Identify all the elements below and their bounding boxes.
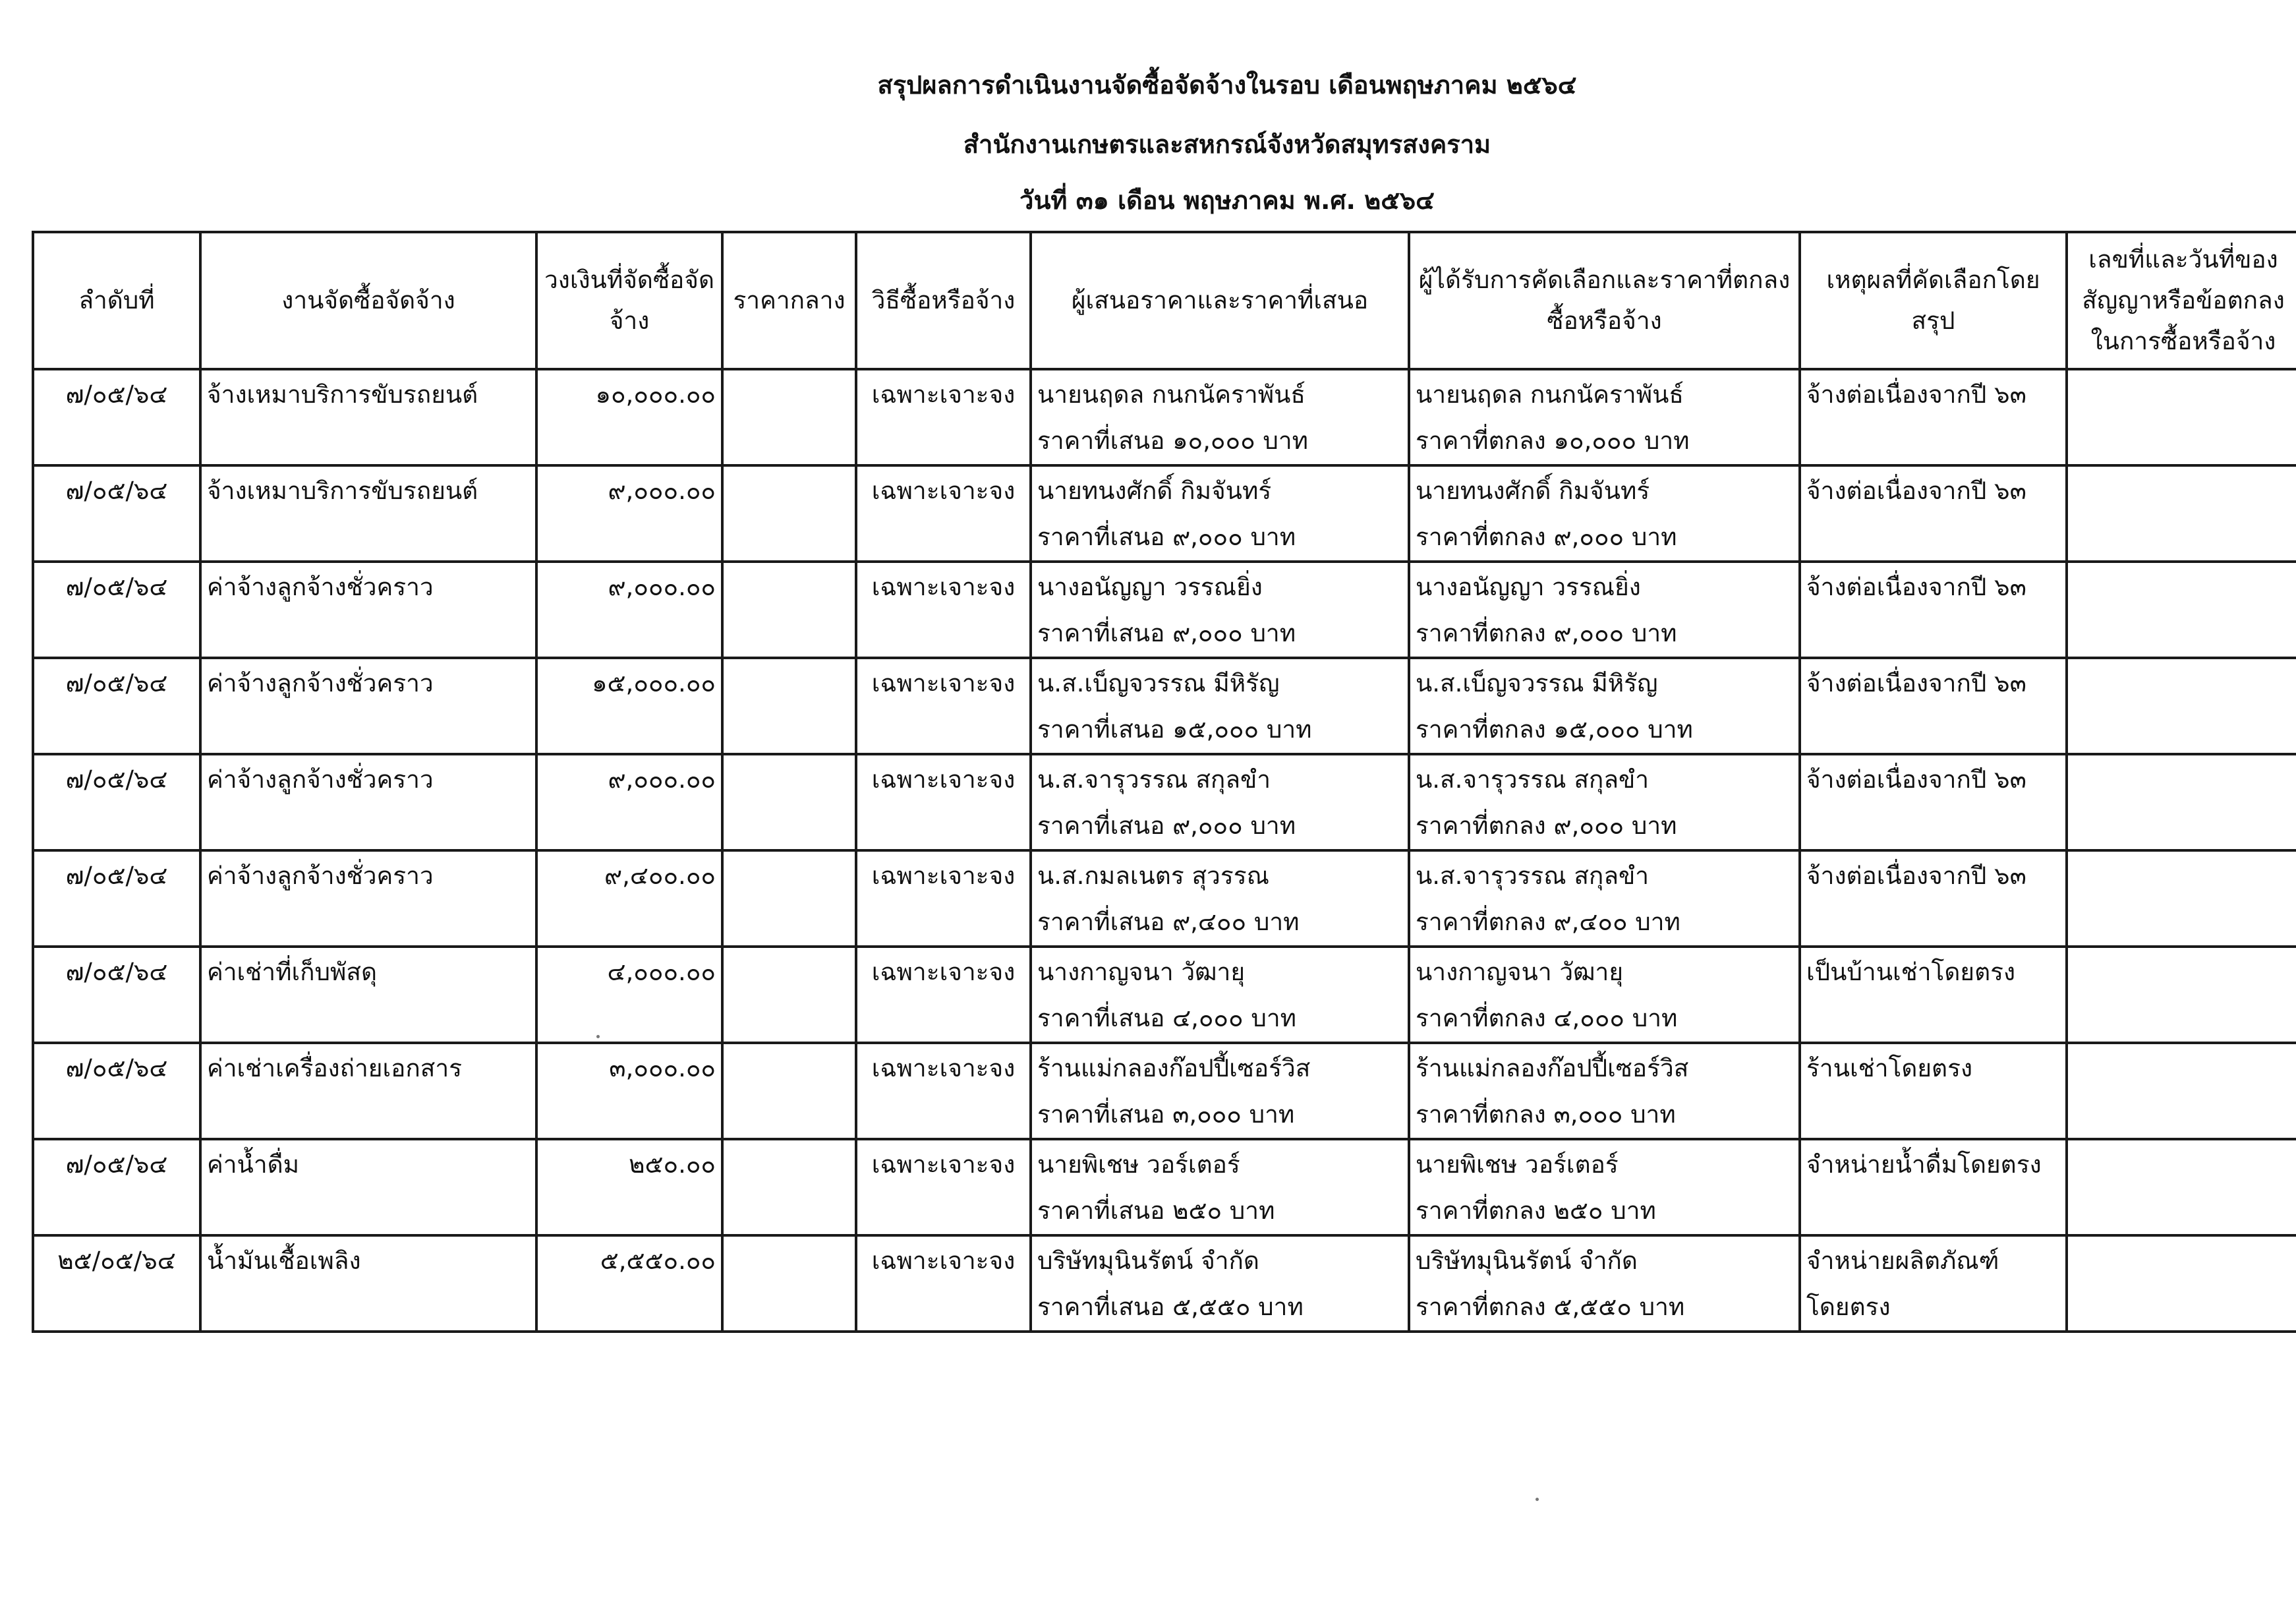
cell-no-text: ๗/๐๕/๖๔: [65, 1054, 168, 1082]
cell-method-text: เฉพาะเจาะจง: [871, 765, 1016, 794]
cell-item-text: ค่าจ้างลูกจ้างชั่วคราว: [207, 669, 434, 697]
table-row: [33, 562, 2296, 658]
cell-method: [856, 850, 1031, 947]
document-title: สรุปผลการดำเนินงานจัดซื้อจัดจ้างในรอบ เดือนพฤษภาคม ๒๕๖๔: [877, 71, 1577, 100]
cell-bidder-text: น.ส.เบ็ญจวรรณ มีหิรัญ: [1037, 669, 1280, 697]
cell-reason-text: จ้างต่อเนื่องจากปี ๖๓: [1806, 573, 2026, 601]
cell-contract: [2067, 562, 2296, 658]
cell-budget-text: ๔,๐๐๐.๐๐: [607, 958, 716, 986]
cell-budget: [536, 754, 722, 850]
cell-method-text: เฉพาะเจาะจง: [871, 477, 1016, 505]
cell-reason: [1800, 1139, 2067, 1235]
cell-item-text: ค่าจ้างลูกจ้างชั่วคราว: [207, 573, 434, 601]
cell-reason-text: จ้างต่อเนื่องจากปี ๖๓: [1806, 669, 2026, 697]
agency-name: สำนักงานเกษตรและสหกรณ์จังหวัดสมุทรสงคราม: [963, 130, 1491, 159]
cell-contract: [2067, 1139, 2296, 1235]
cell-no-text: ๗/๐๕/๖๔: [65, 958, 168, 986]
cell-item-text: ค่าจ้างลูกจ้างชั่วคราว: [207, 862, 434, 890]
cell-method: [856, 947, 1031, 1043]
cell-reason-text: จ้างต่อเนื่องจากปี ๖๓: [1806, 765, 2026, 794]
cell-budget-text: ๙,๐๐๐.๐๐: [608, 477, 716, 505]
cell-median-price: [722, 947, 856, 1043]
cell-median-price: [722, 562, 856, 658]
cell-no: [33, 850, 200, 947]
cell-reason: [1800, 947, 2067, 1043]
cell-winner-text: ราคาที่ตกลง ๙,๐๐๐ บาท: [1416, 811, 1677, 840]
cell-bidder: [1031, 1235, 1409, 1332]
cell-item-text: ค่าเช่าที่เก็บพัสดุ: [207, 958, 377, 986]
cell-method: [856, 465, 1031, 562]
cell-winner-text: ราคาที่ตกลง ๒๕๐ บาท: [1416, 1196, 1656, 1225]
cell-no: [33, 1139, 200, 1235]
table-row: [33, 754, 2296, 850]
document-date: วันที่ ๓๑ เดือน พฤษภาคม พ.ศ. ๒๕๖๔: [1019, 186, 1435, 215]
header-bidders: ผู้เสนอราคาและราคาที่เสนอ: [1031, 232, 1409, 369]
cell-item: [200, 947, 536, 1043]
cell-winner: [1409, 658, 1800, 754]
cell-reason-text: จ้างต่อเนื่องจากปี ๖๓: [1806, 477, 2026, 505]
cell-winner-text: ราคาที่ตกลง ๙,๐๐๐ บาท: [1416, 523, 1677, 551]
cell-winner: [1409, 1139, 1800, 1235]
cell-contract: [2067, 754, 2296, 850]
cell-budget-text: ๕,๕๕๐.๐๐: [600, 1247, 716, 1275]
cell-budget-text: ๙,๐๐๐.๐๐: [608, 765, 716, 794]
cell-median-price: [722, 465, 856, 562]
cell-budget: [536, 369, 722, 465]
cell-item: [200, 754, 536, 850]
cell-median-price: [722, 754, 856, 850]
cell-method: [856, 658, 1031, 754]
cell-budget-text: ๑๕,๐๐๐.๐๐: [592, 669, 716, 697]
cell-item-text: ค่าเช่าเครื่องถ่ายเอกสาร: [207, 1054, 462, 1082]
cell-no-text: ๗/๐๕/๖๔: [65, 1150, 168, 1179]
cell-no: [33, 1043, 200, 1139]
cell-budget: [536, 947, 722, 1043]
cell-reason: [1800, 658, 2067, 754]
cell-bidder-text: นางกาญจนา วัฒายุ: [1037, 958, 1246, 986]
cell-bidder-text: ร้านแม่กลองก๊อปปี้เซอร์วิส: [1037, 1054, 1311, 1082]
cell-no: [33, 947, 200, 1043]
cell-reason: [1800, 369, 2067, 465]
cell-contract: [2067, 947, 2296, 1043]
cell-budget-text: ๑๐,๐๐๐.๐๐: [595, 380, 716, 409]
cell-item: [200, 850, 536, 947]
cell-winner-text: ราคาที่ตกลง ๔,๐๐๐ บาท: [1416, 1004, 1678, 1032]
cell-bidder-text: นางอนัญญา วรรณยิ่ง: [1037, 573, 1263, 601]
cell-method-text: เฉพาะเจาะจง: [871, 1150, 1016, 1179]
cell-method-text: เฉพาะเจาะจง: [871, 380, 1016, 409]
cell-item: [200, 562, 536, 658]
cell-reason-text: จ้างต่อเนื่องจากปี ๖๓: [1806, 380, 2026, 409]
cell-bidder-text: ราคาที่เสนอ ๑๐,๐๐๐ บาท: [1037, 427, 1309, 455]
cell-reason-text: ร้านเช่าโดยตรง: [1806, 1054, 1973, 1082]
cell-bidder: [1031, 658, 1409, 754]
cell-reason: [1800, 1235, 2067, 1332]
cell-bidder-text: ราคาที่เสนอ ๙,๐๐๐ บาท: [1037, 619, 1296, 647]
header-no: ลำดับที่: [33, 232, 200, 369]
cell-no-text: ๗/๐๕/๖๔: [65, 669, 168, 697]
cell-item: [200, 1139, 536, 1235]
cell-item-text: น้ำมันเชื้อเพลิง: [207, 1247, 361, 1275]
cell-bidder-text: ราคาที่เสนอ ๙,๔๐๐ บาท: [1037, 908, 1300, 936]
cell-median-price: [722, 1235, 856, 1332]
cell-winner-text: ราคาที่ตกลง ๙,๐๐๐ บาท: [1416, 619, 1677, 647]
cell-method: [856, 1043, 1031, 1139]
cell-method: [856, 1139, 1031, 1235]
cell-contract: [2067, 1235, 2296, 1332]
cell-item-text: ค่าน้ำดื่ม: [207, 1150, 300, 1179]
cell-winner-text: นางอนัญญา วรรณยิ่ง: [1416, 573, 1641, 601]
cell-bidder-text: ราคาที่เสนอ ๔,๐๐๐ บาท: [1037, 1004, 1296, 1032]
header-method: วิธีซื้อหรือจ้าง: [856, 232, 1031, 369]
cell-reason: [1800, 465, 2067, 562]
cell-item-text: จ้างเหมาบริการขับรถยนต์: [207, 477, 478, 505]
cell-reason-text: จ้างต่อเนื่องจากปี ๖๓: [1806, 862, 2026, 890]
cell-bidder: [1031, 465, 1409, 562]
cell-winner: [1409, 754, 1800, 850]
cell-winner: [1409, 369, 1800, 465]
cell-budget: [536, 658, 722, 754]
table-row: [33, 1235, 2296, 1332]
cell-winner-text: ร้านแม่กลองก๊อปปี้เซอร์วิส: [1416, 1054, 1689, 1082]
cell-winner-text: นางกาญจนา วัฒายุ: [1416, 958, 1624, 986]
cell-no: [33, 754, 200, 850]
cell-median-price: [722, 658, 856, 754]
cell-contract: [2067, 465, 2296, 562]
cell-winner-text: ราคาที่ตกลง ๙,๔๐๐ บาท: [1416, 908, 1680, 936]
cell-bidder-text: ราคาที่เสนอ ๕,๕๕๐ บาท: [1037, 1293, 1304, 1321]
cell-winner: [1409, 1235, 1800, 1332]
cell-winner: [1409, 1043, 1800, 1139]
cell-no: [33, 1235, 200, 1332]
table-row: [33, 1139, 2296, 1235]
cell-winner-text: ราคาที่ตกลง ๓,๐๐๐ บาท: [1416, 1100, 1676, 1129]
cell-reason-text: จำหน่ายผลิตภัณฑ์: [1806, 1247, 1999, 1275]
cell-budget: [536, 850, 722, 947]
cell-median-price: [722, 369, 856, 465]
cell-item-text: ค่าจ้างลูกจ้างชั่วคราว: [207, 765, 434, 794]
table-row: [33, 1043, 2296, 1139]
cell-bidder: [1031, 562, 1409, 658]
cell-no: [33, 369, 200, 465]
table-row: [33, 465, 2296, 562]
cell-winner-text: น.ส.เบ็ญจวรรณ มีหิรัญ: [1416, 669, 1658, 697]
table-row: [33, 658, 2296, 754]
cell-bidder-text: น.ส.จารุวรรณ สกุลขำ: [1037, 765, 1271, 794]
cell-budget: [536, 562, 722, 658]
cell-method: [856, 562, 1031, 658]
table-row: [33, 369, 2296, 465]
cell-method-text: เฉพาะเจาะจง: [871, 669, 1016, 697]
cell-median-price: [722, 1043, 856, 1139]
cell-bidder-text: ราคาที่เสนอ ๒๕๐ บาท: [1037, 1196, 1275, 1225]
cell-bidder-text: ราคาที่เสนอ ๑๕,๐๐๐ บาท: [1037, 715, 1312, 744]
cell-winner-text: บริษัทมุนินรัตน์ จำกัด: [1416, 1247, 1638, 1275]
cell-no-text: ๗/๐๕/๖๔: [65, 380, 168, 409]
table-row: [33, 850, 2296, 947]
cell-budget: [536, 1043, 722, 1139]
cell-median-price: [722, 850, 856, 947]
cell-method-text: เฉพาะเจาะจง: [871, 1054, 1016, 1082]
cell-item: [200, 1235, 536, 1332]
cell-method: [856, 1235, 1031, 1332]
cell-contract: [2067, 850, 2296, 947]
cell-method-text: เฉพาะเจาะจง: [871, 958, 1016, 986]
cell-bidder-text: ราคาที่เสนอ ๙,๐๐๐ บาท: [1037, 523, 1296, 551]
cell-budget-text: ๙,๐๐๐.๐๐: [608, 573, 716, 601]
cell-budget-text: ๒๕๐.๐๐: [629, 1150, 716, 1179]
cell-bidder-text: นายนฤดล กนกนัคราพันธ์: [1037, 380, 1306, 409]
cell-no-text: ๗/๐๕/๖๔: [65, 862, 168, 890]
cell-reason: [1800, 1043, 2067, 1139]
cell-budget: [536, 1139, 722, 1235]
cell-reason: [1800, 562, 2067, 658]
cell-contract: [2067, 369, 2296, 465]
cell-reason-text: เป็นบ้านเช่าโดยตรง: [1806, 958, 2016, 986]
cell-winner-text: ราคาที่ตกลง ๕,๕๕๐ บาท: [1416, 1293, 1685, 1321]
cell-no-text: ๗/๐๕/๖๔: [65, 765, 168, 794]
cell-no: [33, 562, 200, 658]
cell-no: [33, 465, 200, 562]
cell-no-text: ๒๕/๐๕/๖๔: [57, 1247, 176, 1275]
table-header-row: [33, 232, 2296, 369]
cell-winner-text: นายทนงศักดิ์ กิมจันทร์: [1416, 477, 1650, 505]
header-median-price: ราคากลาง: [722, 232, 856, 369]
cell-item-text: จ้างเหมาบริการขับรถยนต์: [207, 380, 478, 409]
cell-method: [856, 369, 1031, 465]
cell-budget: [536, 465, 722, 562]
cell-bidder: [1031, 850, 1409, 947]
cell-reason: [1800, 754, 2067, 850]
table-row: [33, 947, 2296, 1043]
cell-median-price: [722, 1139, 856, 1235]
cell-winner-text: ราคาที่ตกลง ๑๕,๐๐๐ บาท: [1416, 715, 1693, 744]
header-contract: เลขที่และวันที่ของสัญญาหรือข้อตกลงในการซื้อหรือจ้าง: [2067, 232, 2296, 369]
cell-item: [200, 465, 536, 562]
cell-method-text: เฉพาะเจาะจง: [871, 1247, 1016, 1275]
cell-winner: [1409, 850, 1800, 947]
cell-item: [200, 369, 536, 465]
scan-speck: [596, 1035, 600, 1038]
cell-contract: [2067, 1043, 2296, 1139]
cell-winner-text: นายพิเชษ วอร์เตอร์: [1416, 1150, 1619, 1179]
header-reason: เหตุผลที่คัดเลือกโดยสรุป: [1800, 232, 2067, 369]
header-budget: วงเงินที่จัดซื้อจัดจ้าง: [536, 232, 722, 369]
cell-bidder-text: ราคาที่เสนอ ๙,๐๐๐ บาท: [1037, 811, 1296, 840]
cell-winner-text: ราคาที่ตกลง ๑๐,๐๐๐ บาท: [1416, 427, 1690, 455]
cell-bidder-text: นายทนงศักดิ์ กิมจันทร์: [1037, 477, 1272, 505]
cell-method-text: เฉพาะเจาะจง: [871, 862, 1016, 890]
cell-budget: [536, 1235, 722, 1332]
cell-winner-text: น.ส.จารุวรรณ สกุลขำ: [1416, 862, 1650, 890]
cell-winner-text: น.ส.จารุวรรณ สกุลขำ: [1416, 765, 1650, 794]
cell-bidder-text: บริษัทมุนินรัตน์ จำกัด: [1037, 1247, 1259, 1275]
cell-bidder: [1031, 754, 1409, 850]
cell-winner-text: นายนฤดล กนกนัคราพันธ์: [1416, 380, 1684, 409]
cell-item: [200, 658, 536, 754]
cell-reason-text: จำหน่ายน้ำดื่มโดยตรง: [1806, 1150, 2042, 1179]
cell-reason-text: โดยตรง: [1806, 1293, 1891, 1321]
header-item: งานจัดซื้อจัดจ้าง: [200, 232, 536, 369]
cell-no: [33, 658, 200, 754]
scan-speck: [1535, 1498, 1539, 1501]
cell-no-text: ๗/๐๕/๖๔: [65, 573, 168, 601]
cell-winner: [1409, 947, 1800, 1043]
cell-winner: [1409, 465, 1800, 562]
cell-no-text: ๗/๐๕/๖๔: [65, 477, 168, 505]
cell-item: [200, 1043, 536, 1139]
cell-contract: [2067, 658, 2296, 754]
cell-budget-text: ๙,๔๐๐.๐๐: [604, 862, 716, 890]
header-winner: ผู้ได้รับการคัดเลือกและราคาที่ตกลงซื้อหรือจ้าง: [1409, 232, 1800, 369]
cell-bidder-text: น.ส.กมลเนตร สุวรรณ: [1037, 862, 1269, 890]
cell-bidder: [1031, 1043, 1409, 1139]
cell-bidder: [1031, 1139, 1409, 1235]
cell-reason: [1800, 850, 2067, 947]
cell-bidder: [1031, 369, 1409, 465]
cell-bidder-text: นายพิเชษ วอร์เตอร์: [1037, 1150, 1240, 1179]
cell-method: [856, 754, 1031, 850]
cell-winner: [1409, 562, 1800, 658]
cell-method-text: เฉพาะเจาะจง: [871, 573, 1016, 601]
procurement-table: [32, 231, 2296, 1333]
cell-bidder-text: ราคาที่เสนอ ๓,๐๐๐ บาท: [1037, 1100, 1295, 1129]
cell-bidder: [1031, 947, 1409, 1043]
cell-budget-text: ๓,๐๐๐.๐๐: [609, 1054, 716, 1082]
